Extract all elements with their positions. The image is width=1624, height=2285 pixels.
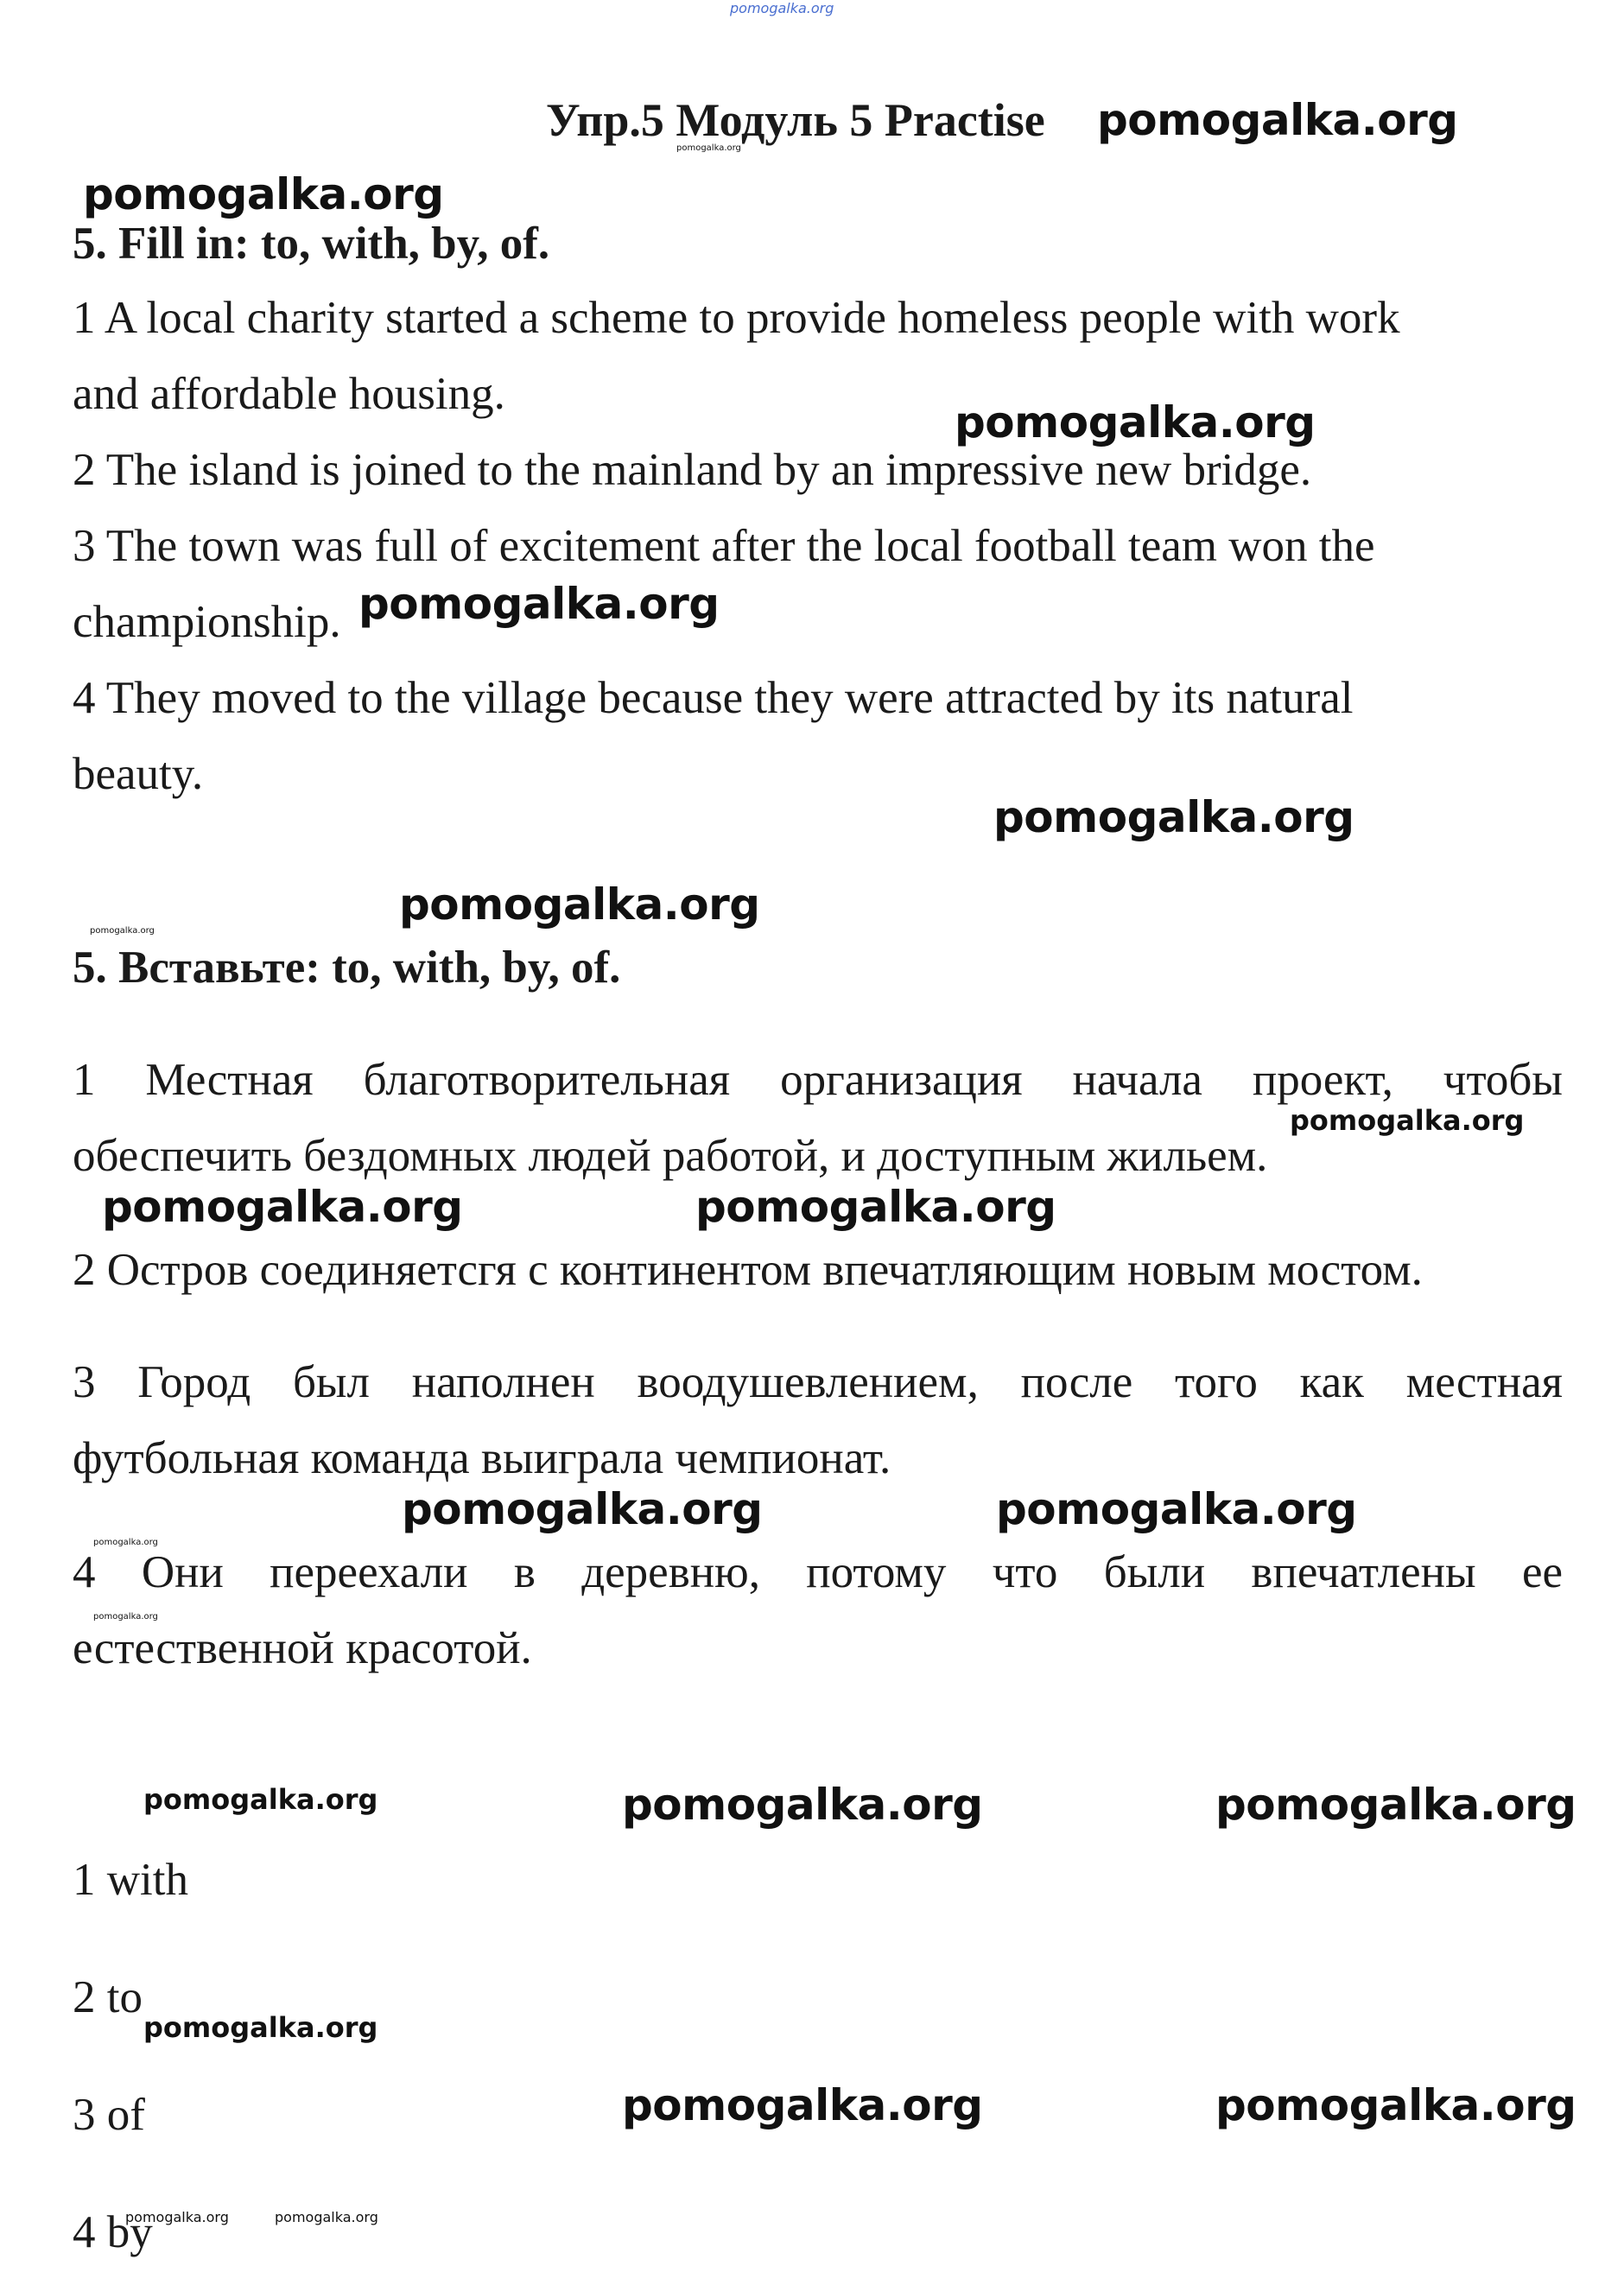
english-heading: 5. Fill in: to, with, by, of.	[73, 219, 550, 269]
russian-line-5: футбольная команда выиграла чемпионат.	[73, 1433, 891, 1483]
english-line-6: 4 They moved to the village because they were attracted by its natural	[73, 673, 1354, 723]
watermark: pomogalka.org	[358, 579, 720, 629]
watermark: pomogalka.org	[83, 169, 444, 219]
russian-line-1: 1 Местная благотворительная организация начала проект, чтобы	[73, 1055, 1563, 1105]
watermark: pomogalka.org	[102, 1182, 463, 1232]
watermark: pomogalka.org	[402, 1484, 763, 1534]
russian-line-6: 4 Они переехали в деревню, потому что были впечатлены ее	[73, 1547, 1563, 1597]
watermark: pomogalka.org	[993, 792, 1354, 842]
russian-heading: 5. Вставьте: to, with, by, of.	[73, 943, 621, 993]
english-line-4: 3 The town was full of excitement after the local football team won the	[73, 521, 1375, 571]
russian-line-2: обеспечить бездомных людей работой, и доступным жильем.	[73, 1131, 1268, 1181]
english-line-1: 1 A local charity started a scheme to provide homeless people with work	[73, 293, 1400, 343]
watermark: pomogalka.org	[622, 2080, 983, 2130]
page-title: Упр.5 Модуль 5 Practise	[546, 94, 1045, 146]
answer-1: 1 with	[73, 1855, 188, 1905]
watermark: pomogalka.org	[1215, 1780, 1576, 1830]
answer-2: 2 to	[73, 1972, 143, 2022]
watermark: pomogalka.org	[93, 1612, 158, 1622]
watermark: pomogalka.org	[1290, 1104, 1525, 1137]
answer-3: 3 of	[73, 2090, 145, 2140]
watermark: pomogalka.org	[143, 1783, 378, 1816]
russian-line-3: 2 Остров соединяетсгя с континентом впечатляющим новым мостом.	[73, 1245, 1423, 1295]
watermark: pomogalka.org	[93, 1538, 158, 1547]
answer-4: 4 by	[73, 2207, 153, 2257]
watermark: pomogalka.org	[695, 1182, 1056, 1232]
english-line-3: 2 The island is joined to the mainland by an impressive new bridge.	[73, 445, 1312, 495]
russian-line-7: естественной красотой.	[73, 1623, 532, 1673]
watermark: pomogalka.org	[622, 1780, 983, 1830]
watermark: pomogalka.org	[955, 397, 1316, 447]
english-line-5: championship.	[73, 597, 341, 647]
watermark-top: pomogalka.org	[730, 0, 834, 16]
watermark: pomogalka.org	[125, 2209, 229, 2225]
watermark: pomogalka.org	[1097, 95, 1458, 145]
watermark: pomogalka.org	[996, 1484, 1357, 1534]
watermark: pomogalka.org	[1215, 2080, 1576, 2130]
watermark: pomogalka.org	[143, 2011, 378, 2044]
english-line-2: and affordable housing.	[73, 369, 505, 419]
watermark: pomogalka.org	[399, 879, 760, 930]
russian-line-4: 3 Город был наполнен воодушевлением, после того как местная	[73, 1357, 1563, 1407]
watermark: pomogalka.org	[90, 926, 155, 936]
watermark: pomogalka.org	[275, 2209, 378, 2225]
watermark: pomogalka.org	[676, 143, 741, 153]
english-line-7: beauty.	[73, 749, 204, 799]
